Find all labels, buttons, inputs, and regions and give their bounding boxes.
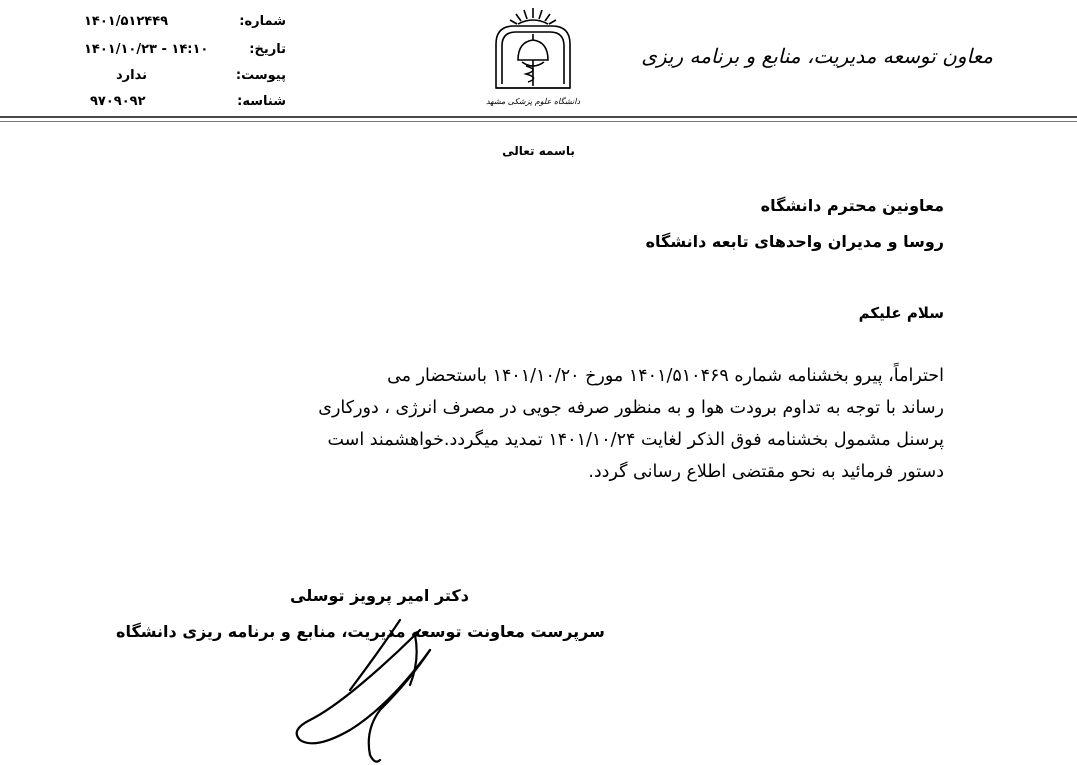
addressee-line-1: معاونین محترم دانشگاه [760, 196, 944, 215]
letter-attachment-value: ندارد [116, 68, 148, 83]
letter-number-value: ۱۴۰۱/۵۱۲۴۴۹ [84, 14, 169, 29]
signature-image [270, 590, 470, 765]
body-line: پرسنل مشمول بخشنامه فوق الذکر لغایت ۱۴۰۱/۱۰/۲۴ تمدید میگردد.خواهشمند است [327, 430, 944, 450]
body-line: احتراماً، پیرو بخشنامه شماره ۱۴۰۱/۵۱۰۴۶۹ مورخ ۱۴۰۱/۱۰/۲۰ باستحضار می [387, 366, 944, 386]
letter-attachment-label: پیوست: [235, 68, 286, 83]
letter-body [108, 360, 944, 488]
letter-attachment-row [84, 68, 294, 90]
deputy-title: معاون توسعه مدیریت، منابع و برنامه ریزی [641, 44, 993, 68]
letter-id-value: ۹۷۰۹۰۹۲ [90, 94, 146, 109]
letter-date-row [84, 42, 294, 64]
body-line: رساند با توجه به تداوم برودت هوا و به منظور صرفه جویی در مصرف انرژی ، دورکاری [318, 398, 944, 418]
letter-id-row [84, 94, 294, 116]
letter-date-value: ۱۴۰۱/۱۰/۲۳ - ۱۴:۱۰ [84, 42, 209, 57]
header-rule-thick [0, 116, 1077, 118]
letter-heading: باسمه تعالی [502, 144, 575, 158]
greeting: سلام علیکم [858, 304, 944, 322]
body-line: دستور فرمائید به نحو مقتضی اطلاع رسانی گردد. [588, 462, 944, 482]
signer-name: دکتر امیر پرویز توسلی [290, 586, 469, 605]
university-emblem-icon [478, 4, 588, 114]
letter-number-row [84, 14, 294, 36]
header-rule-thin [0, 121, 1077, 122]
letter-date-label: تاریخ: [249, 42, 286, 57]
letter-id-label: شناسه: [237, 94, 286, 109]
signer-title: سرپرست معاونت توسعه مدیریت، منابع و برنامه ریزی دانشگاه [116, 622, 605, 641]
logo-caption: دانشگاه علوم پزشکی مشهد [485, 97, 581, 106]
addressee-line-2: روسا و مدیران واحدهای تابعه دانشگاه [645, 232, 944, 251]
letter-number-label: شماره: [239, 14, 286, 29]
